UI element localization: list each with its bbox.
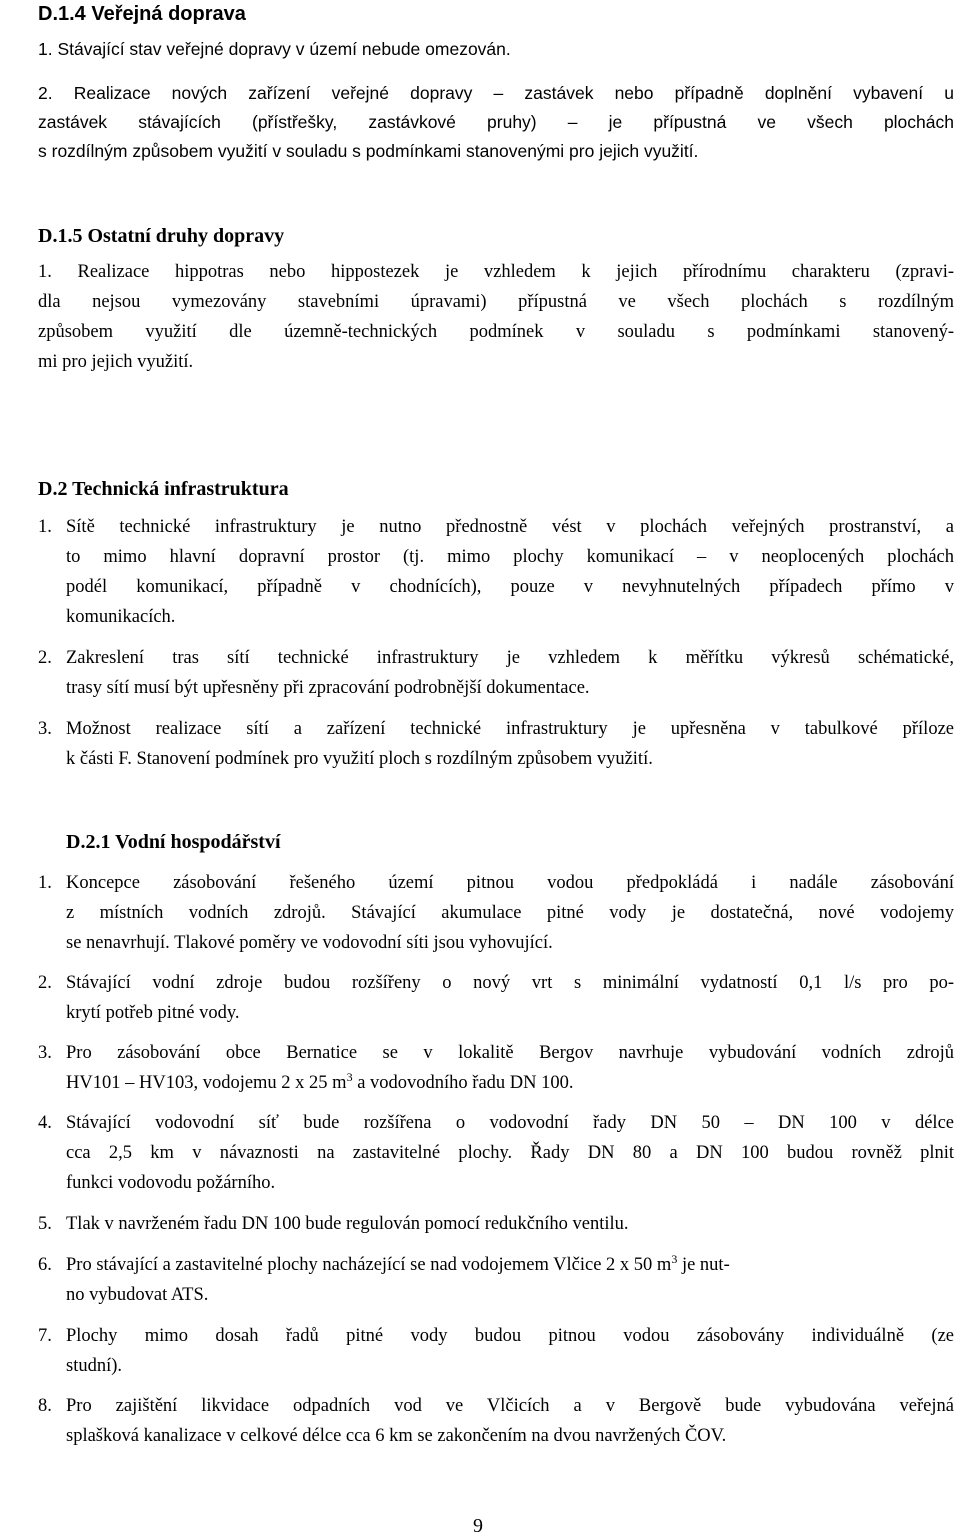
- d2-item-1-line-2: to mimo hlavní dopravní prostor (tj. mimo plochy komunikací – v neoplocených plochách: [66, 547, 954, 567]
- d21-item-1-line-3: se nenavrhují. Tlakové poměry ve vodovodní síti jsou vyhovující.: [66, 933, 553, 953]
- d21-item-3-number: 3.: [38, 1043, 52, 1063]
- d21-item-3-line-2: [66, 1071, 574, 1095]
- d21-item-4-line-3: funkci vodovodu požárního.: [66, 1173, 276, 1193]
- d2-item-2-line-2: trasy sítí musí být upřesněny při zpracování podrobnější dokumentace.: [66, 678, 590, 698]
- d21-item-7-line-2: studní).: [66, 1356, 123, 1376]
- d14-paragraph-2-line-2: zastávek stávajících (přístřešky, zastávkové pruhy) – je přípustná ve všech plochách: [38, 112, 954, 132]
- superscript-cubic: 3: [671, 1251, 678, 1266]
- d14-paragraph-2-line-1: 2. Realizace nových zařízení veřejné dopravy – zastávek nebo případně doplnění vybavení u: [38, 83, 954, 103]
- d15-paragraph-line-2: dla nejsou vymezovány stavebními úpravami) přípustná ve všech plochách s rozdílným: [38, 292, 954, 312]
- d21-item-5-line-1: Tlak v navrženém řadu DN 100 bude regulován pomocí redukčního ventilu.: [66, 1214, 629, 1234]
- d21-item-2-line-1: Stávající vodní zdroje budou rozšířeny o nový vrt s minimální vydatností 0,1 l/s pro po-: [66, 973, 954, 993]
- d21-item-6-number: 6.: [38, 1255, 52, 1275]
- d2-item-1-line-3: podél komunikací, případně v chodnících), pouze v nevyhnutelných případech přímo v: [66, 577, 954, 597]
- d21-item-4-line-2: cca 2,5 km v návaznosti na zastavitelné plochy. Řady DN 80 a DN 100 budou rovněž plnit: [66, 1143, 954, 1163]
- d2-item-3-number: 3.: [38, 719, 52, 739]
- d21-item-6-line-2: no vybudovat ATS.: [66, 1285, 209, 1305]
- d21-item-3-line-2-text: HV101 – HV103, vodojemu 2 x 25 m: [66, 1073, 347, 1093]
- d2-item-3-line-2: k části F. Stanovení podmínek pro využití ploch s rozdílným způsobem využití.: [66, 749, 653, 769]
- d15-paragraph-line-3: způsobem využití dle územně-technických podmínek v souladu s podmínkami stanovený-: [38, 322, 954, 342]
- d21-item-2-line-2: krytí potřeb pitné vody.: [66, 1003, 240, 1023]
- d21-item-6-line-1-text: Pro stávající a zastavitelné plochy nacházející se nad vodojemem Vlčice 2 x 50 m: [66, 1255, 672, 1275]
- d21-item-8-number: 8.: [38, 1396, 52, 1416]
- d21-item-4-number: 4.: [38, 1113, 52, 1133]
- d21-item-7-number: 7.: [38, 1326, 52, 1346]
- d2-item-2-line-1: Zakreslení tras sítí technické infrastruktury je vzhledem k měřítku výkresů schématické,: [66, 648, 954, 668]
- d2-item-3-line-1: Možnost realizace sítí a zařízení technické infrastruktury je upřesněna v tabulkové příloze: [66, 719, 954, 739]
- d21-item-5-number: 5.: [38, 1214, 52, 1234]
- d14-paragraph-2-line-3: s rozdílným způsobem využití v souladu s podmínkami stanovenými pro jejich využití.: [38, 141, 699, 161]
- section-heading-d15: D.1.5 Ostatní druhy dopravy: [38, 225, 285, 247]
- superscript-cubic: 3: [346, 1069, 353, 1084]
- d2-item-1-number: 1.: [38, 517, 52, 537]
- section-heading-d2: D.2 Technická infrastruktura: [38, 478, 289, 500]
- d21-item-3-line-2-tail: a vodovodního řadu DN 100.: [352, 1073, 574, 1093]
- section-heading-d21: D.2.1 Vodní hospodářství: [66, 831, 281, 853]
- d21-item-3-line-1: Pro zásobování obce Bernatice se v lokalitě Bergov navrhuje vybudování vodních zdrojů: [66, 1043, 954, 1063]
- d21-item-2-number: 2.: [38, 973, 52, 993]
- d21-item-4-line-1: Stávající vodovodní síť bude rozšířena o vodovodní řady DN 50 – DN 100 v délce: [66, 1113, 954, 1133]
- d21-item-8-line-2: splašková kanalizace v celkové délce cca 6 km se zakončením na dvou navržených ČOV.: [66, 1426, 727, 1446]
- d21-item-8-line-1: Pro zajištění likvidace odpadních vod ve Vlčicích a v Bergově bude vybudována veřejná: [66, 1396, 954, 1416]
- d21-item-7-line-1: Plochy mimo dosah řadů pitné vody budou pitnou vodou zásobovány individuálně (ze: [66, 1326, 954, 1346]
- d2-item-1-line-4: komunikacích.: [66, 607, 176, 627]
- d21-item-1-line-2: z místních vodních zdrojů. Stávající akumulace pitné vody je dostatečná, nové vodojemy: [66, 903, 954, 923]
- d15-paragraph-line-4: mi pro jejich využití.: [38, 352, 194, 372]
- d21-item-6-line-1: [66, 1253, 730, 1277]
- d21-item-1-number: 1.: [38, 873, 52, 893]
- page-number: 9: [473, 1515, 483, 1537]
- d2-item-1-line-1: Sítě technické infrastruktury je nutno přednostně vést v plochách veřejných prostranství, a: [66, 517, 954, 537]
- d15-paragraph-line-1: 1. Realizace hippotras nebo hippostezek je vzhledem k jejich přírodnímu charakteru (zpravi-: [38, 262, 954, 282]
- d14-paragraph-1: 1. Stávající stav veřejné dopravy v území nebude omezován.: [38, 39, 511, 59]
- d2-item-2-number: 2.: [38, 648, 52, 668]
- d21-item-1-line-1: Koncepce zásobování řešeného území pitnou vodou předpokládá i nadále zásobování: [66, 873, 954, 893]
- d21-item-6-line-1-tail: je nut-: [677, 1255, 730, 1275]
- section-heading-d14: D.1.4 Veřejná doprava: [38, 3, 246, 25]
